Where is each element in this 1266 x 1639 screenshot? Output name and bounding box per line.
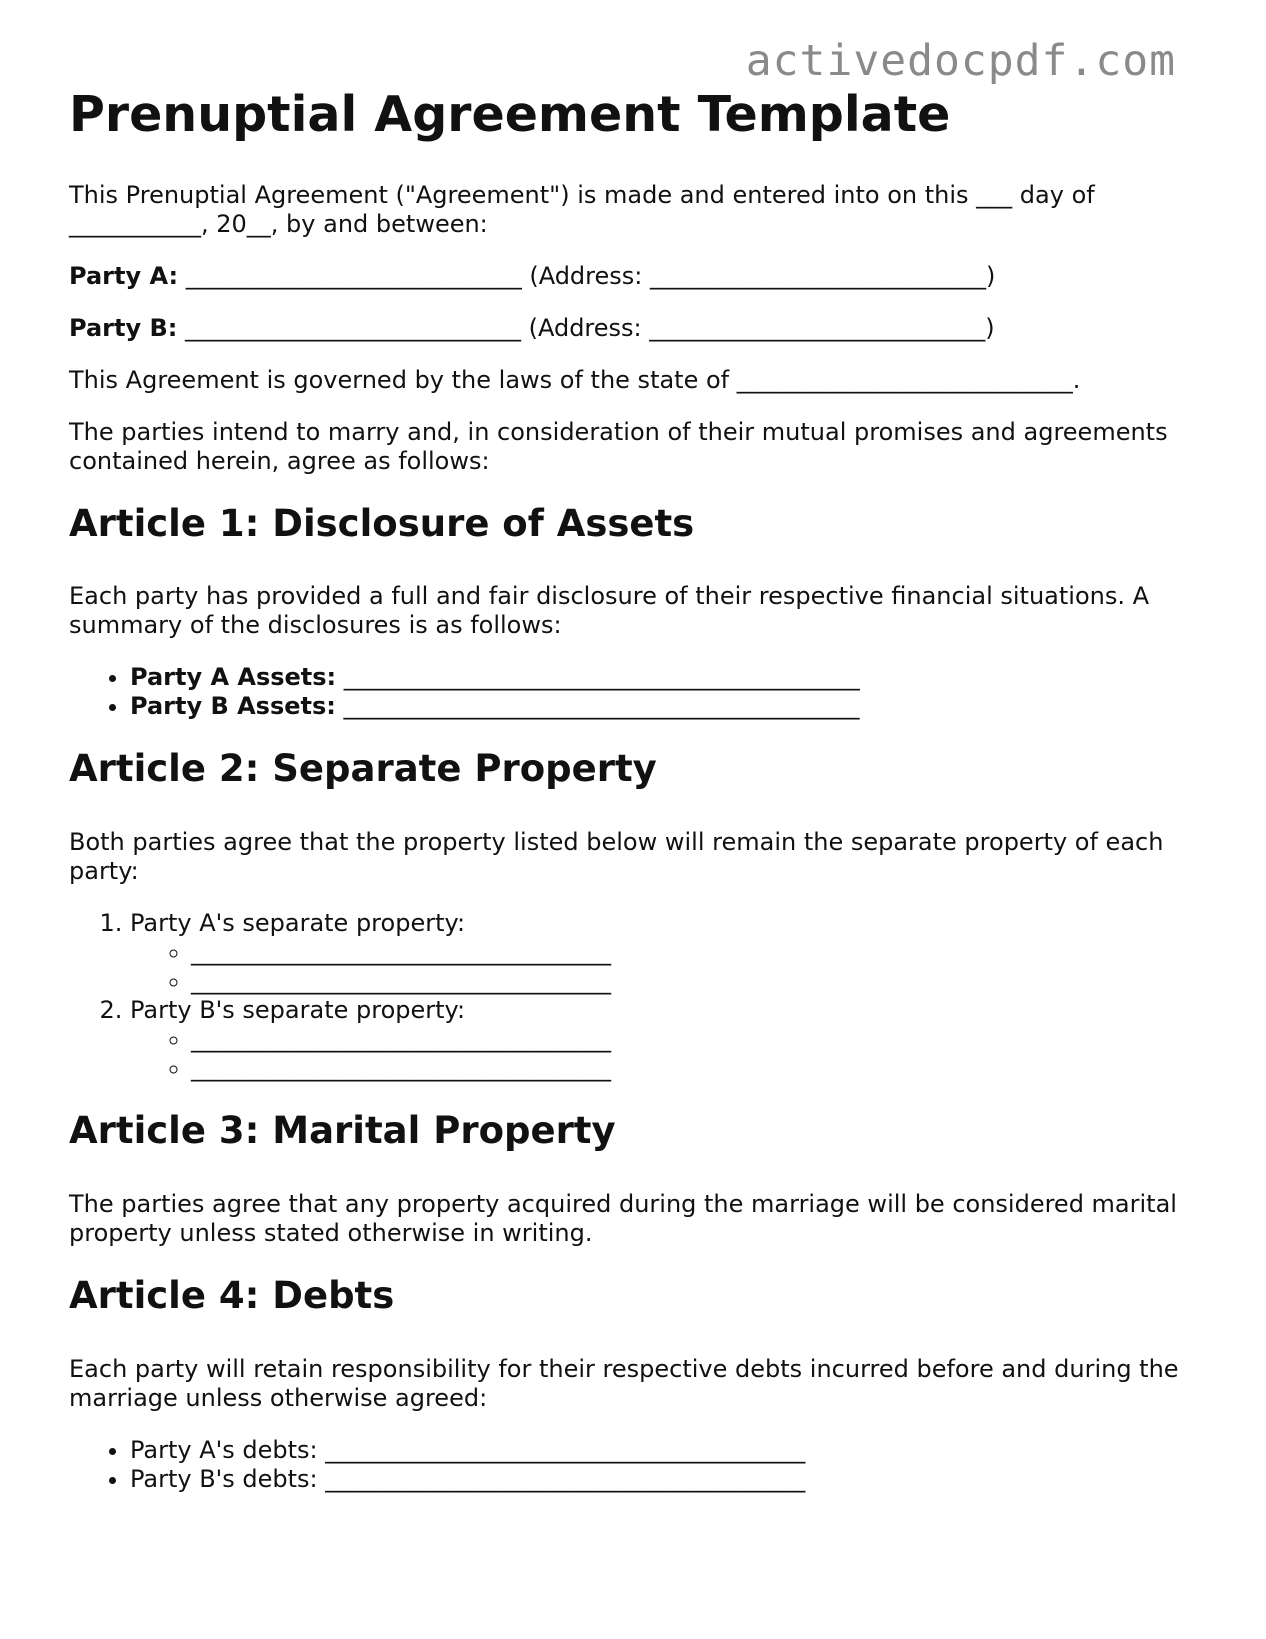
governing-law-paragraph: This Agreement is governed by the laws of the state of ____________________________.	[69, 365, 1081, 394]
list-item	[130, 909, 1199, 996]
party-a-separate-label: Party A's separate property:	[130, 909, 466, 938]
party-a-blank: ____________________________ (Address: ____________________________)	[178, 261, 996, 290]
party-b-separate-label: Party B's separate property:	[130, 996, 466, 1025]
party-a-separate-sublist	[130, 938, 1199, 996]
article-4-list	[69, 1436, 1199, 1494]
sub-list-item: ◦ ___________________________________	[191, 967, 1199, 996]
sub-list-item: ◦ ___________________________________	[191, 1054, 1199, 1083]
list-item	[130, 996, 1199, 1083]
article-2-body: Both parties agree that the property listed below will remain the separate property of each party:	[69, 828, 1164, 886]
party-b-assets-label: Party B Assets:	[130, 692, 336, 721]
party-b-blank: ____________________________ (Address: ____________________________)	[177, 313, 995, 342]
list-item: • Party A's debts: ________________________________________	[130, 1436, 1199, 1465]
party-b-line	[69, 314, 1199, 343]
article-4-body: Each party will retain responsibility for their respective debts incurred before and during the marriage unless otherwise agreed:	[69, 1354, 1179, 1412]
party-a-assets-blank: ___________________________________________	[336, 663, 860, 692]
list-item: • Party B's debts: ________________________________________	[130, 1465, 1199, 1494]
article-2-list	[69, 909, 1199, 1083]
article-1-heading: Article 1: Disclosure of Assets	[69, 501, 695, 545]
party-a-assets-label: Party A Assets:	[130, 663, 337, 692]
article-2-heading: Article 2: Separate Property	[69, 747, 657, 791]
party-a-line	[69, 262, 1199, 291]
article-4-heading: Article 4: Debts	[69, 1273, 395, 1317]
list-item	[130, 663, 1199, 692]
document-title: Prenuptial Agreement Template	[69, 86, 951, 143]
article-3-heading: Article 3: Marital Property	[69, 1109, 616, 1153]
watermark: activedocpdf.com	[745, 36, 1176, 86]
document-page	[69, 86, 1199, 1517]
list-item	[130, 692, 1199, 721]
article-1-body: Each party has provided a full and fair disclosure of their respective financial situations. A summary of the disclosures is as follows:	[69, 582, 1150, 640]
article-1-list	[69, 663, 1199, 721]
party-b-assets-blank: ___________________________________________	[335, 692, 860, 721]
consideration-paragraph: The parties intend to marry and, in consideration of their mutual promises and agreements contained herein, agree as follows:	[69, 417, 1168, 475]
party-b-label: Party B:	[69, 313, 178, 342]
sub-list-item: ◦ ___________________________________	[191, 1025, 1199, 1054]
article-3-body: The parties agree that any property acquired during the marriage will be considered marital property unless stated otherwise in writing.	[69, 1189, 1177, 1247]
intro-paragraph: This Prenuptial Agreement ("Agreement") is made and entered into on this ___ day of ___________, 20__, by and between:	[69, 180, 1095, 238]
party-b-separate-sublist	[130, 1025, 1199, 1083]
sub-list-item: ◦ ___________________________________	[191, 938, 1199, 967]
party-a-label: Party A:	[69, 261, 179, 290]
